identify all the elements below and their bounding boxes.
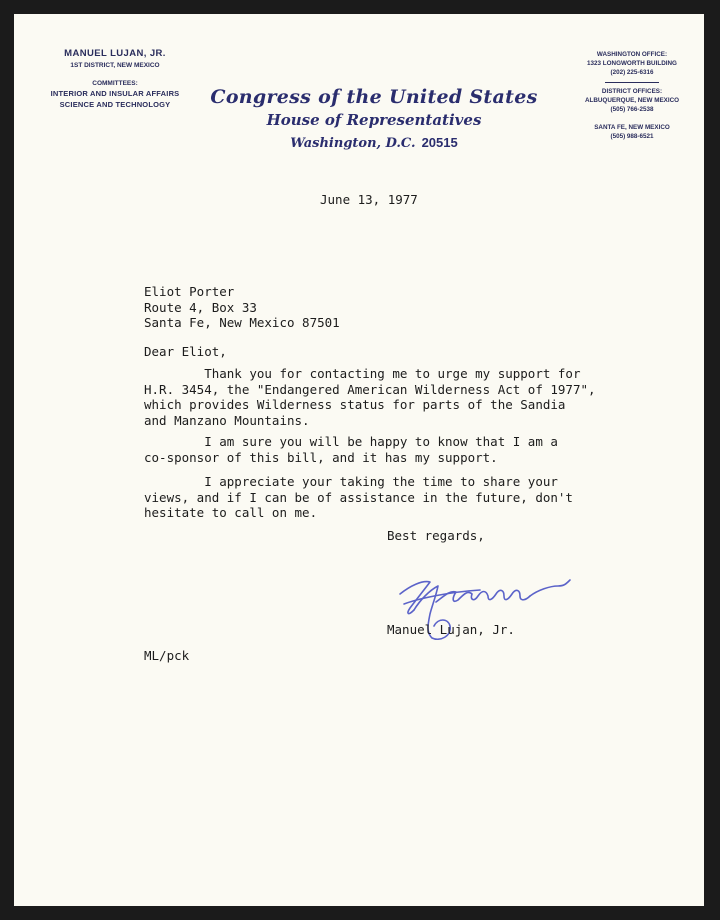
washington-office-phone: (202) 225-6316 [610, 69, 654, 76]
body-line: I am sure you will be happy to know that I am a [144, 434, 558, 449]
house-title: House of Representatives [266, 111, 482, 129]
body-line: views, and if I can be of assistance in the future, don't [144, 489, 573, 505]
committees-heading: COMMITTEES: [92, 80, 138, 87]
committee-item: INTERIOR AND INSULAR AFFAIRS [50, 89, 180, 98]
district-office-city: SANTA FE, NEW MEXICO [594, 124, 670, 131]
letter-page [14, 14, 704, 906]
letterhead-title [194, 86, 554, 151]
body-paragraph [144, 474, 573, 521]
member-info [14, 48, 216, 109]
recipient-line: Route 4, Box 33 [144, 299, 257, 315]
salutation: Dear Eliot, [144, 344, 227, 359]
reference-initials: ML/pck [144, 648, 190, 663]
district-offices-heading: DISTRICT OFFICES: [601, 88, 663, 95]
closing: Best regards, [387, 528, 485, 543]
body-paragraph [144, 434, 558, 465]
body-paragraph [144, 366, 596, 428]
recipient-line: Eliot Porter [144, 284, 235, 299]
district-office-phone: (505) 766-2538 [610, 106, 654, 113]
congress-title: Congress of the United States [210, 86, 538, 108]
district-office-phone: (505) 988-6521 [610, 133, 654, 140]
body-line: Thank you for contacting me to urge my support for [144, 366, 581, 381]
committee-item: SCIENCE AND TECHNOLOGY [59, 100, 171, 109]
city-line [194, 135, 554, 151]
body-line: which provides Wilderness status for parts of the Sandia [144, 397, 566, 412]
washington-office-heading: WASHINGTON OFFICE: [596, 51, 668, 58]
member-district: 1ST DISTRICT, NEW MEXICO [70, 62, 160, 69]
city-text: Washington, D.C. [290, 136, 416, 151]
recipient-address [144, 284, 340, 331]
body-line: I appreciate your taking the time to share your [144, 474, 558, 489]
zip-code: 20515 [421, 135, 458, 150]
recipient-line: Santa Fe, New Mexico 87501 [144, 315, 340, 330]
body-line: and Manzano Mountains. [144, 412, 310, 428]
washington-office-address: 1323 LONGWORTH BUILDING [587, 60, 677, 67]
body-line: hesitate to call on me. [144, 505, 318, 520]
signer-name: Manuel Lujan, Jr. [387, 622, 515, 637]
body-line: co-sponsor of this bill, and it has my support. [144, 449, 498, 465]
district-office-city: ALBUQUERQUE, NEW MEXICO [584, 97, 680, 104]
body-line: H.R. 3454, the "Endangered American Wilderness Act of 1977", [144, 381, 596, 397]
member-name: MANUEL LUJAN, JR. [64, 48, 166, 59]
office-divider [605, 82, 659, 83]
letter-date: June 13, 1977 [320, 192, 418, 207]
office-info [570, 50, 694, 141]
